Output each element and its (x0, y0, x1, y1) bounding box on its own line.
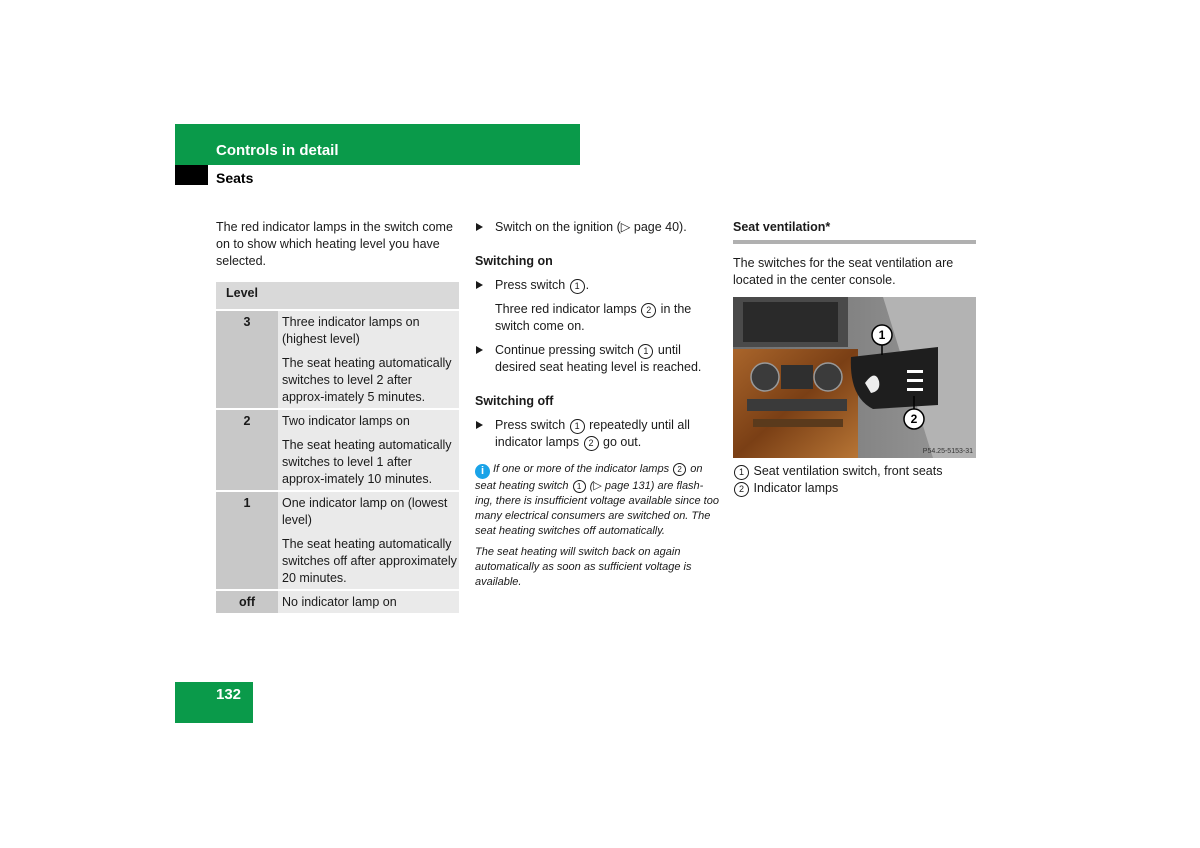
info-note-2: The seat heating will switch back on again automatically as soon as sufficient voltage is available. (475, 546, 692, 588)
step-text: Press switch (495, 278, 569, 292)
step-text: repeatedly until all indicator lamps (495, 418, 690, 449)
column-switching (475, 219, 720, 590)
callout-1-icon: 1 (570, 419, 585, 434)
legend-item-2 (733, 480, 976, 497)
table-header-empty (278, 282, 459, 309)
callout-2-icon: 2 (584, 436, 599, 451)
callout-2-icon: 2 (641, 303, 656, 318)
result-lamps-on (475, 301, 720, 335)
subheading-switching-on: Switching on (475, 254, 553, 268)
step-text: page 40). (630, 220, 687, 234)
table-row (216, 589, 459, 613)
intro-text: The red indicator lamps in the switch come on to show which heating level you have selected. (216, 220, 453, 268)
section-title: Seats (216, 170, 254, 186)
callout-1-icon: 1 (638, 344, 653, 359)
step-text: . (585, 278, 590, 292)
level-lamps: One indicator lamp on (lowest level) (282, 496, 448, 527)
level-description (278, 408, 459, 490)
info-note (475, 462, 720, 539)
level-description (278, 589, 459, 613)
level-lamps: Three indicator lamps on (highest level) (282, 315, 420, 346)
photo-code: P54.25-5153-31 (922, 448, 973, 455)
seat-ventilation-intro: The switches for the seat ventilation are located in the center console. (733, 256, 954, 287)
step-text: Three red indicator lamps (495, 302, 641, 316)
callout-1-icon: 1 (734, 465, 749, 480)
table-row (216, 309, 459, 408)
step-text: until desired seat heating level is reached. (495, 343, 702, 374)
note-text: page 131) are flash-ing, there is insufficient voltage available since too many electrical consumers are switched on. The seat heating switches off automatically. (475, 480, 719, 537)
callout-1-icon: 1 (573, 480, 586, 493)
seat-ventilation-heading: Seat ventilation* (733, 219, 976, 244)
page-ref-arrow-icon: ▷ (593, 480, 602, 492)
note-text: ( (586, 480, 594, 492)
callout-2-icon: 2 (734, 482, 749, 497)
step-press-repeatedly (475, 417, 720, 451)
level-note: The seat heating automatically switches off after approximately 20 minutes. (282, 537, 457, 585)
level-value: 1 (216, 490, 278, 589)
subheading-switching-off: Switching off (475, 394, 554, 408)
page-number: 132 (216, 686, 242, 703)
section-marker (175, 165, 208, 185)
note-text: on seat heating switch (475, 463, 703, 492)
table-header-level: Level (216, 282, 278, 309)
legend-item-1 (733, 463, 976, 480)
step-press-switch (475, 277, 720, 294)
legend-text: Seat ventilation switch, front seats (753, 464, 943, 478)
table-header-row (216, 282, 459, 309)
info-icon: i (475, 464, 490, 479)
callout-2-icon: 2 (673, 463, 686, 476)
callout-2-label: 2 (910, 412, 918, 426)
table-row (216, 490, 459, 589)
legend-text: Indicator lamps (753, 481, 839, 495)
column-seat-ventilation (733, 219, 976, 497)
step-text: Continue pressing switch (495, 343, 638, 357)
step-continue-pressing (475, 342, 720, 376)
step-text: Switch on the ignition ( (495, 220, 621, 234)
step-text: Press switch (495, 418, 569, 432)
chapter-title: Controls in detail (216, 142, 339, 159)
level-lamps: No indicator lamp on (282, 595, 397, 609)
callout-1-label: 1 (878, 328, 886, 342)
page-number-box (175, 682, 253, 723)
level-value: 2 (216, 408, 278, 490)
level-lamps: Two indicator lamps on (282, 414, 410, 428)
note-text: If one or more of the indicator lamps (493, 463, 673, 475)
step-text: in the switch come on. (495, 302, 692, 333)
table-row (216, 408, 459, 490)
level-note: The seat heating automatically switches to level 2 after approx-imately 5 minutes. (282, 356, 452, 404)
center-console-photo (733, 297, 976, 458)
level-description (278, 309, 459, 408)
step-ignition (475, 219, 720, 236)
level-description (278, 490, 459, 589)
level-value: 3 (216, 309, 278, 408)
callout-1-icon: 1 (570, 279, 585, 294)
page-ref-arrow-icon: ▷ (620, 220, 631, 234)
level-note: The seat heating automatically switches to level 1 after approx-imately 10 minutes. (282, 438, 452, 486)
level-value: off (216, 589, 278, 613)
heating-level-table (216, 282, 459, 613)
column-heating-levels (216, 219, 459, 613)
step-text: go out. (599, 435, 642, 449)
